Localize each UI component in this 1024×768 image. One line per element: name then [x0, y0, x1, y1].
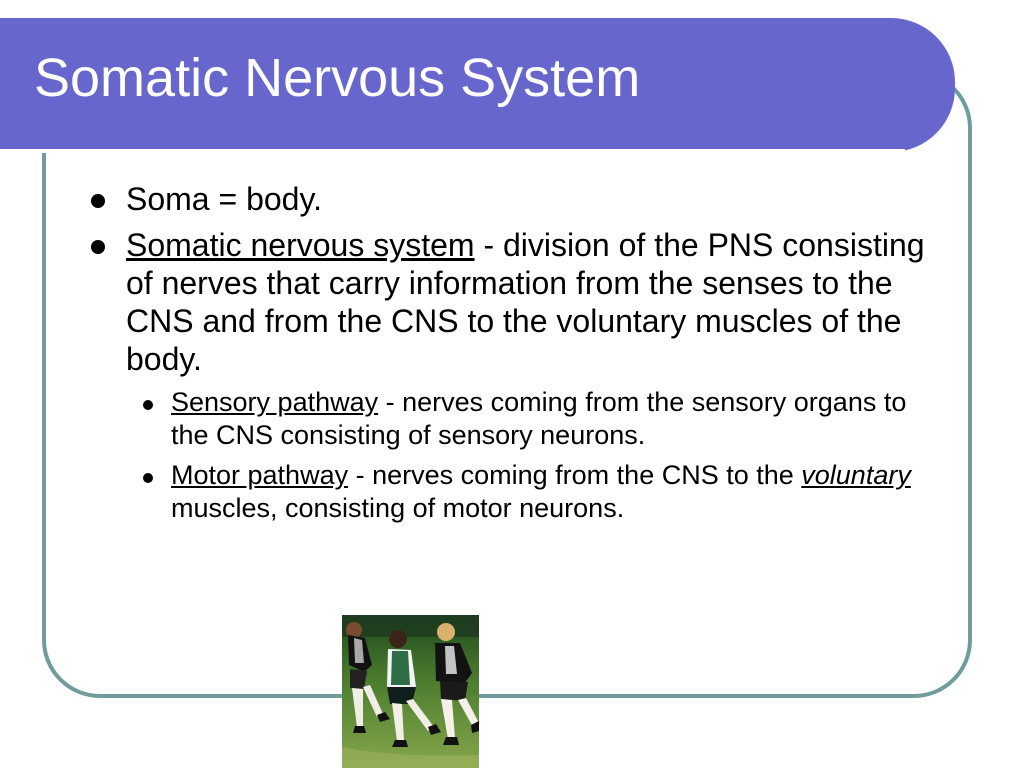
- bullet-dot-icon: [143, 473, 153, 483]
- bullet-somatic-definition: [88, 226, 938, 378]
- bullet-soma-text: Soma = body.: [126, 181, 322, 217]
- term-somatic-nervous-system: Somatic nervous system: [126, 227, 475, 263]
- definition-motor-pathway-start: - nerves coming from the CNS to the: [348, 460, 802, 490]
- term-sensory-pathway: Sensory pathway: [171, 387, 379, 417]
- sub-bullet-sensory-pathway: [171, 386, 931, 452]
- title-underline: [0, 149, 905, 153]
- definition-sensory-pathway: - nerves coming from the sensory organs to the CNS consisting of sensory neurons.: [171, 387, 907, 450]
- bullet-dot-icon: [91, 194, 105, 208]
- sub-bullet-motor-pathway: [171, 459, 931, 525]
- bullet-soma: [88, 180, 938, 218]
- slide-title: Somatic Nervous System: [34, 48, 641, 108]
- soccer-players-photo: [342, 615, 479, 768]
- definition-somatic-nervous-system: - division of the PNS consisting of nerves that carry information from the senses to the CNS and from the CNS to the voluntary muscles of the body.: [126, 227, 925, 377]
- term-motor-pathway: Motor pathway: [171, 460, 349, 490]
- emphasis-voluntary: voluntary: [801, 460, 911, 490]
- definition-motor-pathway-end: muscles, consisting of motor neurons.: [171, 493, 625, 523]
- slide-body: [88, 180, 938, 532]
- soccer-players-illustration: [342, 615, 479, 768]
- bullet-dot-icon: [91, 240, 105, 254]
- bullet-dot-icon: [143, 400, 153, 410]
